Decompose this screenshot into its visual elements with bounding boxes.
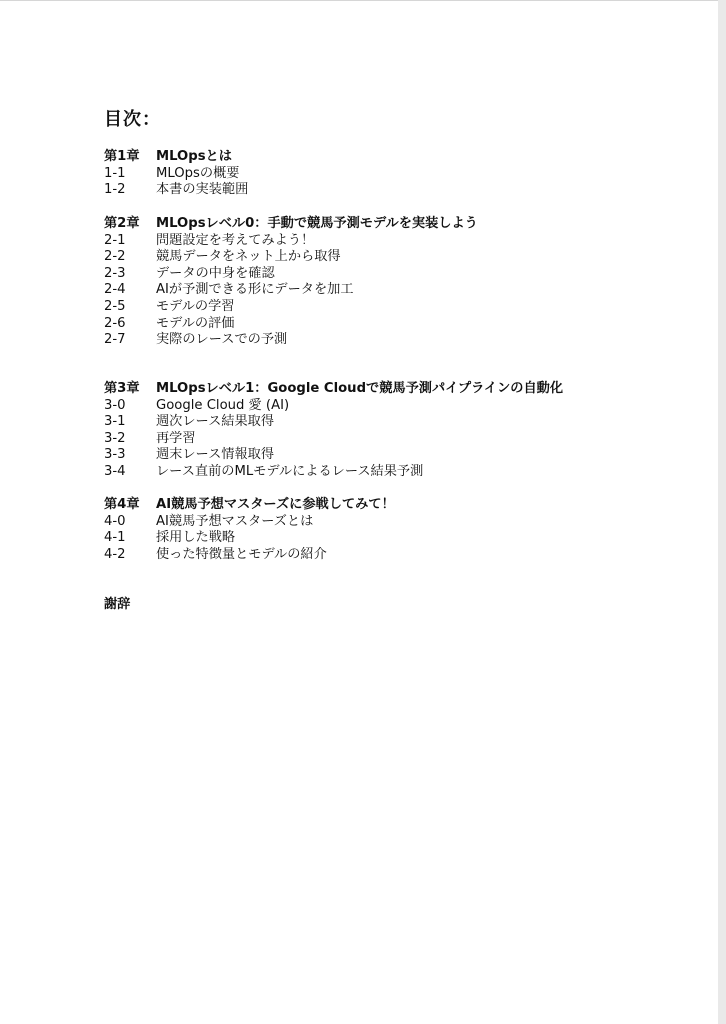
section-title: レース直前のMLモデルによるレース結果予測: [156, 463, 424, 479]
section-number: 3-2: [104, 430, 126, 446]
chapter-title: MLOpsレベル0：手動で競馬予測モデルを実装しよう: [156, 216, 478, 231]
section-row: [104, 282, 664, 299]
acknowledgements: [104, 597, 664, 614]
section-title: MLOpsの概要: [156, 165, 240, 181]
section-row: [104, 182, 664, 199]
section-row: [104, 266, 664, 283]
toc-title: 目次：: [104, 109, 161, 130]
section-row: [104, 299, 664, 316]
section-number: 2-2: [104, 249, 126, 265]
section-row: [104, 530, 664, 547]
chapter-3: [104, 381, 664, 481]
section-number: 3-3: [104, 447, 126, 463]
section-title: Google Cloud 愛 (AI): [156, 397, 290, 413]
section-title: 実際のレースでの予測: [156, 332, 288, 348]
section-title: 再学習: [156, 430, 196, 446]
chapter-heading: [104, 149, 664, 166]
section-number: 4-1: [104, 530, 126, 546]
section-row: [104, 233, 664, 250]
section-number: 3-4: [104, 463, 126, 479]
section-number: 2-6: [104, 315, 126, 331]
chapter-number: 第1章: [104, 149, 140, 164]
acknowledgements-title: 謝辞: [104, 597, 131, 612]
section-number: 3-1: [104, 414, 126, 430]
section-title: 使った特徴量とモデルの紹介: [156, 546, 327, 562]
chapter-number: 第3章: [104, 381, 140, 396]
section-title: 採用した戦略: [156, 530, 236, 546]
section-title: 競馬データをネット上から取得: [156, 249, 341, 265]
section-title: AIが予測できる形にデータを加工: [156, 282, 354, 298]
section-number: 2-5: [104, 298, 126, 314]
scrollbar-track[interactable]: [718, 0, 726, 1024]
section-title: 問題設定を考えてみよう！: [156, 232, 315, 248]
chapter-number: 第2章: [104, 216, 140, 231]
section-row: [104, 431, 664, 448]
section-row: [104, 514, 664, 531]
section-number: 2-1: [104, 232, 126, 248]
section-row: [104, 398, 664, 415]
section-row: [104, 447, 664, 464]
chapter-title: MLOpsとは: [156, 149, 232, 164]
chapter-2: [104, 216, 664, 349]
section-title: 本書の実装範囲: [156, 182, 249, 198]
section-number: 1-1: [104, 165, 126, 181]
section-number: 2-4: [104, 282, 126, 298]
section-title: AI競馬予想マスターズとは: [156, 513, 314, 529]
chapter-title: AI競馬予想マスターズに参戦してみて！: [156, 497, 395, 512]
section-row: [104, 464, 664, 481]
chapter-heading: [104, 381, 664, 398]
section-title: モデルの学習: [156, 298, 235, 314]
acknowledgements-heading: [104, 597, 664, 614]
section-number: 2-7: [104, 332, 126, 348]
section-number: 4-0: [104, 513, 126, 529]
section-row: [104, 414, 664, 431]
section-row: [104, 316, 664, 333]
chapter-title: MLOpsレベル1：Google Cloudで競馬予測パイプラインの自動化: [156, 381, 564, 396]
chapter-number: 第4章: [104, 497, 140, 512]
section-number: 4-2: [104, 546, 126, 562]
section-row: [104, 166, 664, 183]
chapter-4: [104, 497, 664, 563]
section-row: [104, 249, 664, 266]
section-title: データの中身を確認: [156, 265, 275, 281]
section-title: 週末レース情報取得: [156, 447, 275, 463]
section-title: モデルの評価: [156, 315, 235, 331]
section-row: [104, 332, 664, 349]
section-number: 3-0: [104, 397, 126, 413]
chapter-1: [104, 149, 664, 199]
chapter-heading: [104, 216, 664, 233]
section-title: 週次レース結果取得: [156, 414, 275, 430]
section-number: 1-2: [104, 182, 126, 198]
section-number: 2-3: [104, 265, 126, 281]
chapter-heading: [104, 497, 664, 514]
section-row: [104, 547, 664, 564]
